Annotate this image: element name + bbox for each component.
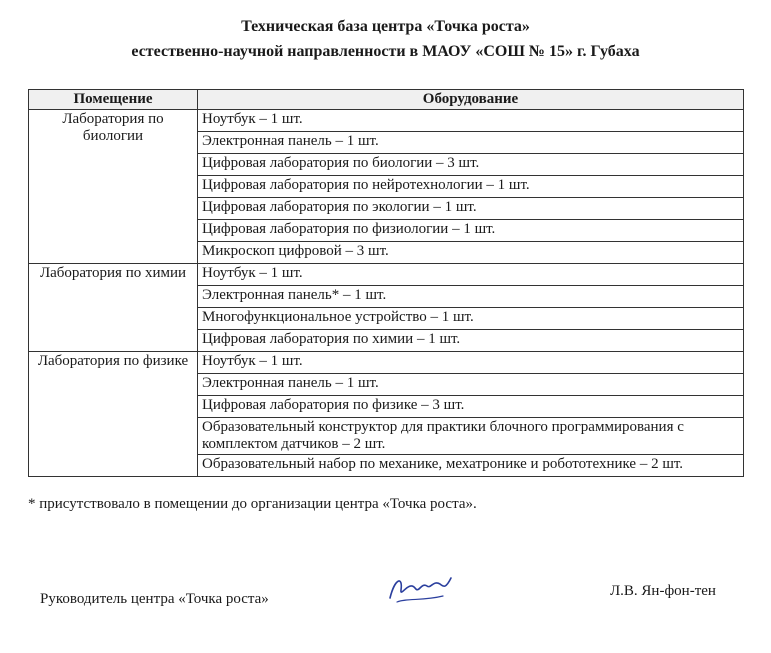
footnote: * присутствовало в помещении до организации центра «Точка роста». [28,496,477,512]
table-body [29,110,744,477]
header-equipment: Оборудование [198,90,744,110]
room-cell: Лаборатория по физике [29,352,198,477]
equipment-table [28,89,744,477]
equipment-cell: Многофункциональное устройство – 1 шт. [198,308,744,330]
equipment-cell: Электронная панель – 1 шт. [198,132,744,154]
room-cell: Лаборатория по химии [29,264,198,352]
equipment-cell: Микроскоп цифровой – 3 шт. [198,242,744,264]
equipment-cell: Ноутбук – 1 шт. [198,352,744,374]
signature-label: Руководитель центра «Точка роста» [40,591,269,607]
table-row [29,110,744,132]
equipment-cell: Цифровая лаборатория по физике – 3 шт. [198,396,744,418]
equipment-cell: Образовательный конструктор для практики блочного программирования с комплектом датчиков – 2 шт. [198,418,744,455]
table-row [29,352,744,374]
table-row [29,264,744,286]
equipment-cell: Цифровая лаборатория по химии – 1 шт. [198,330,744,352]
document-subtitle: естественно-научной направленности в МАОУ «СОШ № 15» г. Губаха [131,43,640,60]
table-header-row [29,90,744,110]
equipment-cell: Ноутбук – 1 шт. [198,264,744,286]
room-cell: Лаборатория по биологии [29,110,198,264]
equipment-cell: Образовательный набор по механике, мехатронике и робототехнике – 2 шт. [198,455,744,477]
handwritten-signature [385,568,455,608]
equipment-cell: Цифровая лаборатория по экологии – 1 шт. [198,198,744,220]
document-title: Техническая база центра «Точка роста» [241,18,530,35]
header-room: Помещение [29,90,198,110]
equipment-cell: Электронная панель – 1 шт. [198,374,744,396]
equipment-cell: Цифровая лаборатория по биологии – 3 шт. [198,154,744,176]
equipment-cell: Электронная панель* – 1 шт. [198,286,744,308]
equipment-cell: Цифровая лаборатория по физиологии – 1 шт. [198,220,744,242]
equipment-cell: Ноутбук – 1 шт. [198,110,744,132]
equipment-cell: Цифровая лаборатория по нейротехнологии – 1 шт. [198,176,744,198]
signature-name: Л.В. Ян-фон-тен [610,583,716,599]
